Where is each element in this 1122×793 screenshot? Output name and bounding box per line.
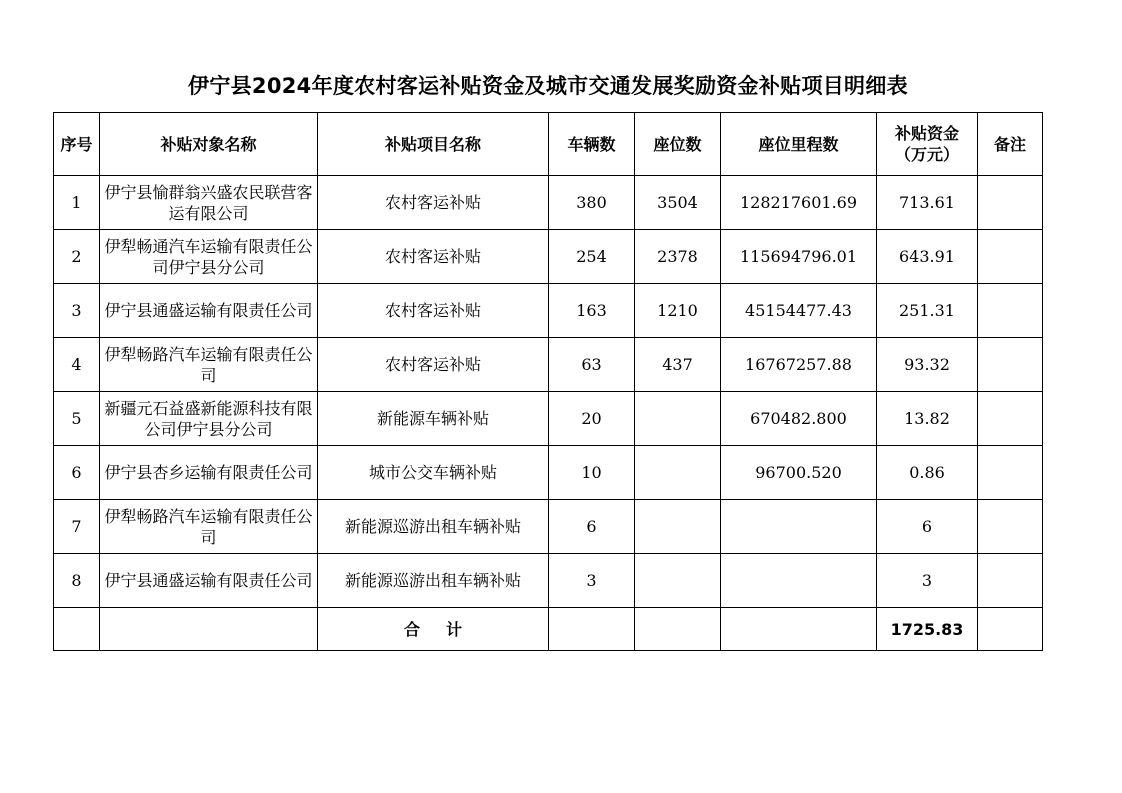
table-row <box>54 230 1043 284</box>
total-label-cell <box>318 608 549 651</box>
cell-seq: 8 <box>54 554 100 608</box>
header-amount <box>877 113 978 176</box>
header-remark: 备注 <box>978 113 1043 176</box>
cell-seats: 1210 <box>635 284 721 338</box>
cell-vehicles: 63 <box>549 338 635 392</box>
cell-project: 农村客运补贴 <box>318 284 549 338</box>
cell-seq: 4 <box>54 338 100 392</box>
header-amount-line2: （万元） <box>894 145 959 164</box>
cell-vehicles: 10 <box>549 446 635 500</box>
cell-seq: 2 <box>54 230 100 284</box>
cell-remark <box>978 446 1043 500</box>
cell-project: 城市公交车辆补贴 <box>318 446 549 500</box>
cell-remark <box>978 554 1043 608</box>
total-seats-cell <box>635 608 721 651</box>
total-amount: 1725.83 <box>877 608 978 651</box>
cell-project: 新能源巡游出租车辆补贴 <box>318 500 549 554</box>
cell-recipient: 伊犁畅通汽车运输有限责任公司伊宁县分公司 <box>100 230 318 284</box>
cell-seats <box>635 446 721 500</box>
cell-seq: 5 <box>54 392 100 446</box>
cell-remark <box>978 338 1043 392</box>
cell-recipient: 伊宁县愉群翁兴盛农民联营客运有限公司 <box>100 176 318 230</box>
cell-seats: 437 <box>635 338 721 392</box>
cell-amount: 643.91 <box>877 230 978 284</box>
cell-seat-km <box>721 554 877 608</box>
cell-seat-km: 16767257.88 <box>721 338 877 392</box>
cell-project: 新能源巡游出租车辆补贴 <box>318 554 549 608</box>
total-recipient-cell <box>100 608 318 651</box>
cell-vehicles: 3 <box>549 554 635 608</box>
cell-amount: 0.86 <box>877 446 978 500</box>
total-row <box>54 608 1043 651</box>
total-label: 合计 <box>403 619 488 639</box>
cell-seats: 3504 <box>635 176 721 230</box>
cell-recipient: 伊宁县杏乡运输有限责任公司 <box>100 446 318 500</box>
header-vehicles: 车辆数 <box>549 113 635 176</box>
cell-recipient: 伊犁畅路汽车运输有限责任公司 <box>100 500 318 554</box>
document-title: 伊宁县2024年度农村客运补贴资金及城市交通发展奖励资金补贴项目明细表 <box>188 74 908 98</box>
cell-project: 新能源车辆补贴 <box>318 392 549 446</box>
cell-seq: 7 <box>54 500 100 554</box>
cell-remark <box>978 230 1043 284</box>
cell-remark <box>978 284 1043 338</box>
cell-recipient: 伊宁县通盛运输有限责任公司 <box>100 554 318 608</box>
cell-amount: 713.61 <box>877 176 978 230</box>
cell-seat-km: 670482.800 <box>721 392 877 446</box>
cell-vehicles: 20 <box>549 392 635 446</box>
table-row <box>54 284 1043 338</box>
total-seat-km-cell <box>721 608 877 651</box>
header-seat-km: 座位里程数 <box>721 113 877 176</box>
table-row <box>54 176 1043 230</box>
cell-seq: 1 <box>54 176 100 230</box>
total-seq-cell <box>54 608 100 651</box>
table-row <box>54 554 1043 608</box>
cell-amount: 251.31 <box>877 284 978 338</box>
cell-recipient: 伊犁畅路汽车运输有限责任公司 <box>100 338 318 392</box>
total-vehicles-cell <box>549 608 635 651</box>
header-seats: 座位数 <box>635 113 721 176</box>
header-amount-line1: 补贴资金 <box>894 124 959 143</box>
cell-recipient: 新疆元石益盛新能源科技有限公司伊宁县分公司 <box>100 392 318 446</box>
cell-seat-km <box>721 500 877 554</box>
cell-seq: 6 <box>54 446 100 500</box>
cell-seat-km: 45154477.43 <box>721 284 877 338</box>
cell-amount: 3 <box>877 554 978 608</box>
table-row <box>54 392 1043 446</box>
cell-recipient: 伊宁县通盛运输有限责任公司 <box>100 284 318 338</box>
subsidy-detail-table <box>53 112 1043 651</box>
cell-seats: 2378 <box>635 230 721 284</box>
cell-remark <box>978 176 1043 230</box>
header-project: 补贴项目名称 <box>318 113 549 176</box>
header-seq: 序号 <box>54 113 100 176</box>
cell-vehicles: 254 <box>549 230 635 284</box>
cell-seat-km: 115694796.01 <box>721 230 877 284</box>
cell-seats <box>635 392 721 446</box>
cell-amount: 6 <box>877 500 978 554</box>
cell-amount: 13.82 <box>877 392 978 446</box>
total-remark-cell <box>978 608 1043 651</box>
cell-remark <box>978 392 1043 446</box>
cell-vehicles: 163 <box>549 284 635 338</box>
table-row <box>54 500 1043 554</box>
cell-vehicles: 380 <box>549 176 635 230</box>
cell-project: 农村客运补贴 <box>318 230 549 284</box>
cell-project: 农村客运补贴 <box>318 176 549 230</box>
cell-remark <box>978 500 1043 554</box>
cell-amount: 93.32 <box>877 338 978 392</box>
table-row <box>54 338 1043 392</box>
cell-seats <box>635 500 721 554</box>
cell-project: 农村客运补贴 <box>318 338 549 392</box>
header-row <box>54 113 1043 176</box>
cell-seq: 3 <box>54 284 100 338</box>
cell-seat-km: 96700.520 <box>721 446 877 500</box>
table-row <box>54 446 1043 500</box>
cell-seats <box>635 554 721 608</box>
header-recipient: 补贴对象名称 <box>100 113 318 176</box>
cell-vehicles: 6 <box>549 500 635 554</box>
cell-seat-km: 128217601.69 <box>721 176 877 230</box>
